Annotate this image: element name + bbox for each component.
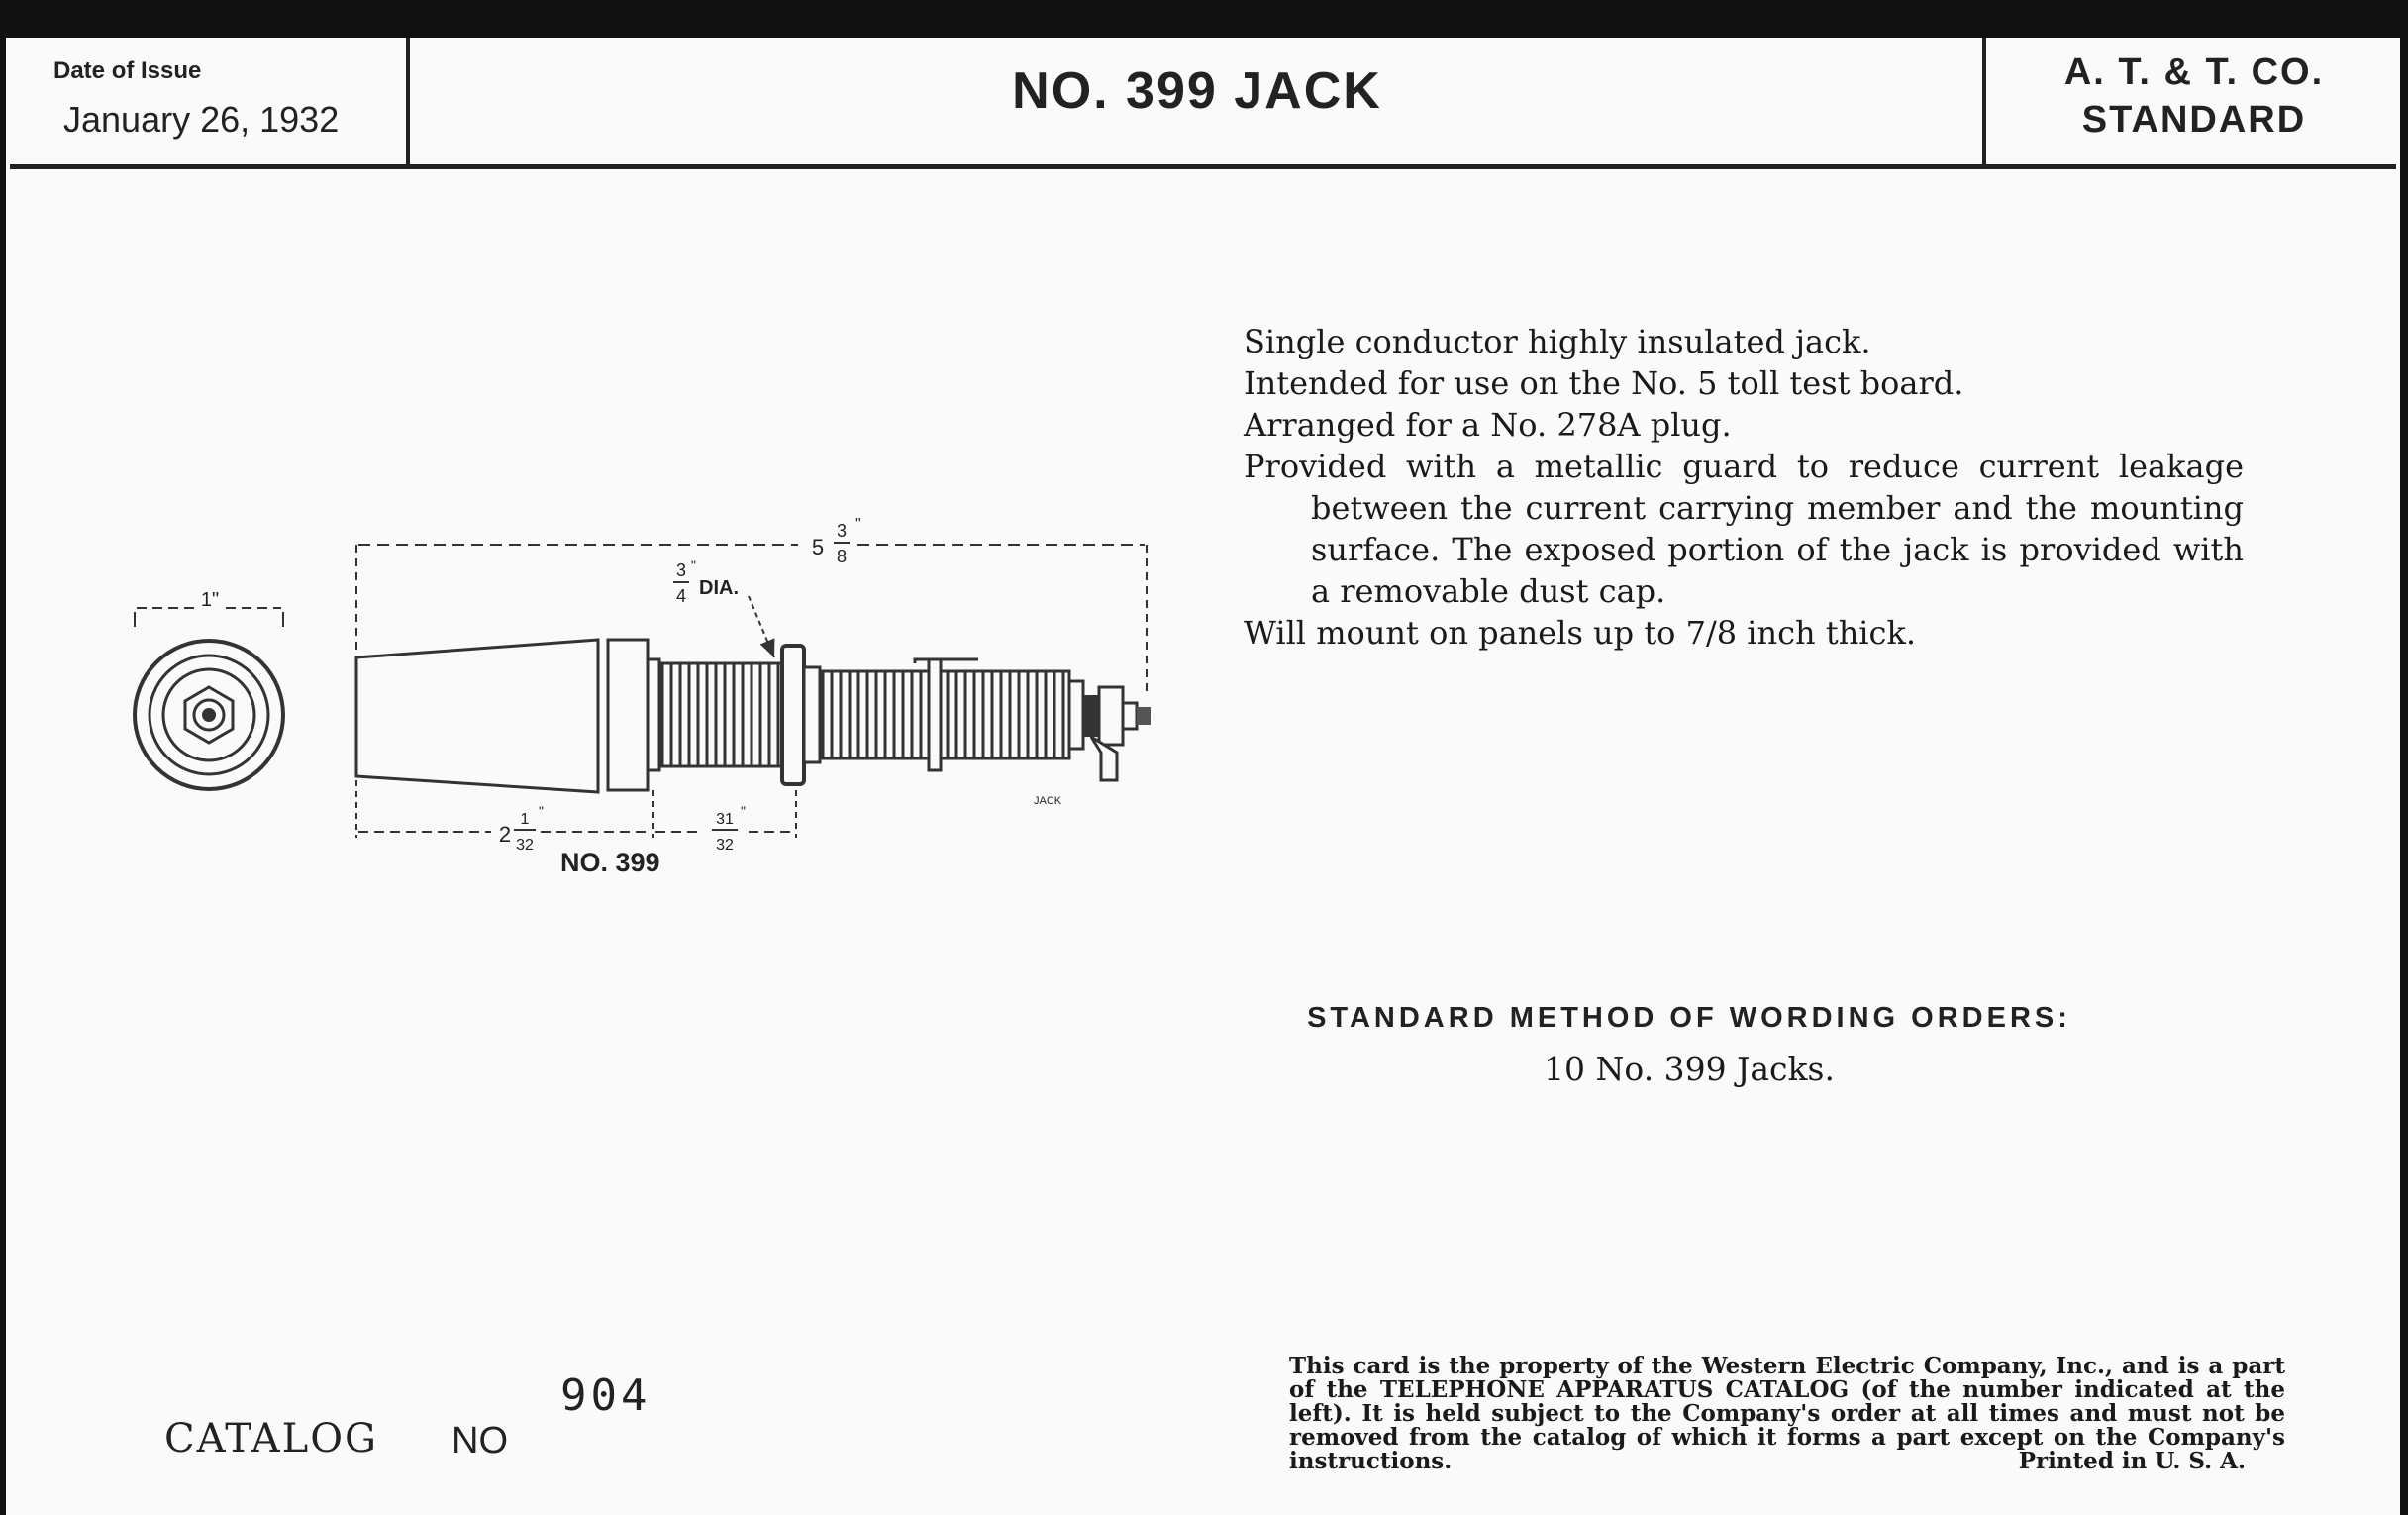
bottom-dimensions: [356, 780, 1062, 854]
svg-text:": ": [691, 557, 696, 573]
standard-company: A. T. & T. CO.: [2063, 51, 2325, 93]
card-header: [6, 38, 2400, 168]
svg-text:2: 2: [498, 822, 512, 847]
printed-in-label: Printed in U. S. A.: [2018, 1448, 2246, 1474]
svg-text:3: 3: [836, 521, 848, 541]
catalog-number: 904: [560, 1370, 652, 1421]
page-title: NO. 399 JACK: [1012, 62, 1382, 120]
date-of-issue-label: Date of Issue: [53, 57, 202, 84]
jack-drawing: [115, 493, 1184, 889]
catalog-no-label: NO: [452, 1420, 508, 1462]
svg-text:": ": [539, 803, 544, 819]
svg-text:32: 32: [516, 837, 534, 854]
figure-label: NO. 399: [560, 848, 660, 877]
ordering-example: 10 No. 399 Jacks.: [1544, 1050, 1835, 1088]
ordering-method-title: STANDARD METHOD OF WORDING ORDERS:: [1307, 1002, 2071, 1034]
svg-text:": ": [741, 803, 746, 819]
description-line: Arranged for a No. 278A plug.: [1244, 406, 1732, 444]
description: [1244, 321, 2244, 654]
property-text: This card is the property of the Western Electric Company, Inc., and is a part of the TELEPHONE APPARATUS CATALOG (of the number indicated at the left). It is held subject to the Company's order at all times and must not be removed from the catalog of which it forms a part except on the Company's instructions.: [1289, 1353, 2285, 1474]
diameter-callout: [673, 557, 774, 657]
date-of-issue-value: January 26, 1932: [63, 99, 340, 140]
description-line: Intended for use on the No. 5 toll test board.: [1244, 364, 1964, 402]
svg-text:32: 32: [716, 837, 734, 854]
svg-text:3: 3: [675, 560, 687, 580]
header-divider-right: [1982, 38, 1986, 164]
svg-text:5: 5: [811, 535, 825, 559]
description-line: Will mount on panels up to 7/8 inch thick.: [1244, 614, 1917, 652]
standard-label: STANDARD: [2081, 99, 2307, 141]
svg-text:1: 1: [520, 811, 530, 828]
svg-text:DIA.: DIA.: [699, 577, 739, 599]
catalog-card: [6, 38, 2400, 1515]
svg-text:4: 4: [675, 586, 687, 606]
jack-tag: JACK: [1034, 795, 1062, 807]
jack-end-view: [135, 589, 283, 789]
description-line: Single conductor highly insulated jack.: [1244, 323, 1871, 360]
jack-side-view: [356, 640, 1151, 792]
catalog-word: CATALOG: [164, 1416, 378, 1462]
header-rule: [10, 164, 2396, 169]
description-line: Provided with a metallic guard to reduce current leakage between the current carrying member and the mounting surface. The exposed portion of the jack is provided with a removable dust cap.: [1244, 448, 2244, 610]
property-notice: [1289, 1355, 2285, 1473]
svg-text:8: 8: [836, 547, 848, 566]
svg-text:": ": [855, 516, 861, 533]
svg-text:31: 31: [716, 811, 734, 828]
end-width-dimension: 1": [200, 589, 220, 611]
